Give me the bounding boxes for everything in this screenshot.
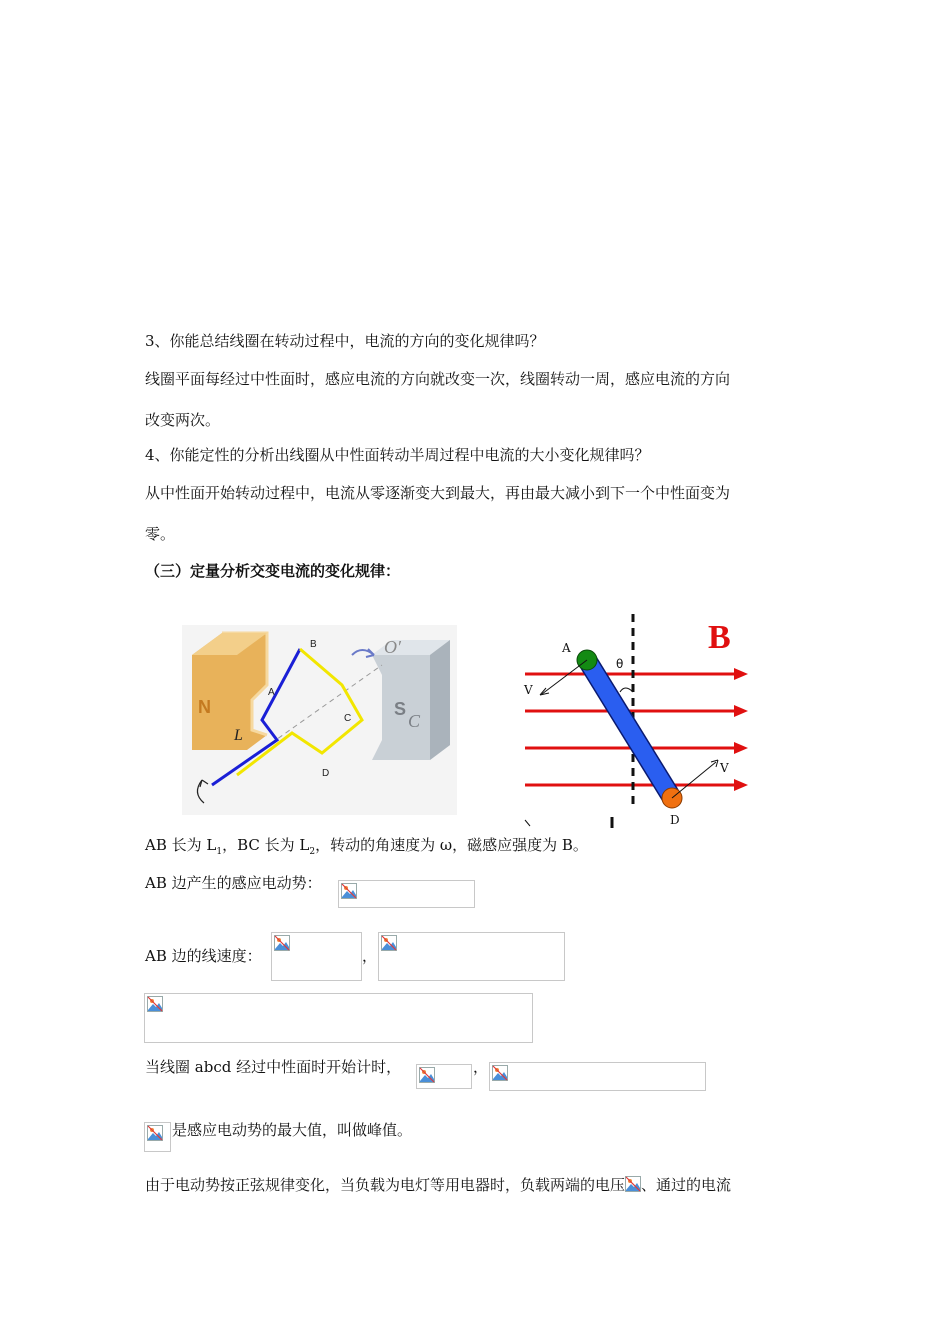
broken-image-icon — [147, 996, 163, 1012]
q4-question: 4、你能定性的分析出线圈从中性面转动半周过程中电流的大小变化规律吗？ — [145, 446, 650, 464]
para-lengths-c: ，转动的角速度为 ω，磁感应强度为 B。 — [315, 836, 588, 854]
para-lengths-b: ，BC 长为 L — [222, 836, 310, 854]
sub-1: 1 — [216, 847, 223, 857]
s-label: S — [394, 699, 407, 719]
theta-label: θ — [616, 657, 624, 671]
end-a-label: A — [562, 641, 571, 655]
o-prime-label: O′ — [384, 637, 401, 657]
coil-rotation-figure — [182, 625, 457, 815]
velocity-comma: ， — [362, 947, 378, 965]
timing-comma: ， — [473, 1058, 489, 1076]
formula-image-timing-2 — [489, 1062, 706, 1091]
broken-image-icon — [492, 1065, 508, 1081]
formula-image-total-emf — [144, 993, 533, 1043]
para-timing: 当线圈 abcd 经过中性面时开始计时， — [145, 1058, 402, 1076]
end-d-label: D — [670, 813, 680, 827]
para-lengths-a: AB 长为 L — [145, 836, 217, 854]
broken-image-icon — [625, 1176, 641, 1192]
v2-label: V — [720, 761, 729, 775]
q4-answer-line2: 零。 — [145, 525, 176, 543]
point-a-label: A — [268, 687, 275, 698]
q4-answer-line1: 从中性面开始转动过程中，电流从零逐渐变大到最大，再由最大减小到下一个中性面变为 — [145, 484, 731, 502]
q3-answer-line2: 改变两次。 — [145, 411, 221, 429]
formula-image-emf — [338, 880, 475, 908]
para-sine — [145, 1175, 731, 1195]
broken-image-icon — [381, 935, 397, 951]
rod-field-figure — [520, 612, 760, 830]
point-c-label: C — [344, 713, 352, 724]
q3-answer-line1: 线圈平面每经过中性面时，感应电流的方向就改变一次，线圈转动一周，感应电流的方向 — [145, 370, 731, 388]
formula-image-velocity-1 — [271, 932, 362, 981]
v1-label: V — [524, 683, 533, 697]
point-d-label: D — [322, 768, 330, 779]
broken-image-icon — [341, 883, 357, 899]
n-label: N — [198, 697, 211, 717]
field-b-label: B — [708, 619, 731, 656]
point-b-label: B — [310, 639, 317, 650]
para-velocity: AB 边的线速度： — [145, 947, 262, 965]
para-sine-a: 由于电动势按正弦规律变化，当负载为电灯等用电器时，负载两端的电压 — [145, 1176, 626, 1194]
broken-image-icon — [274, 935, 290, 951]
para-lengths — [145, 835, 588, 862]
l-label: L — [234, 727, 243, 744]
section-title: （三）定量分析交变电流的变化规律： — [145, 562, 401, 580]
broken-image-icon — [147, 1125, 163, 1141]
broken-image-icon — [419, 1067, 435, 1083]
formula-image-peak — [144, 1122, 171, 1152]
q3-question: 3、你能总结线圈在转动过程中，电流的方向的变化规律吗？ — [145, 332, 545, 350]
formula-image-velocity-2 — [378, 932, 565, 981]
theta-arc — [620, 688, 633, 692]
formula-image-timing-1 — [416, 1064, 472, 1089]
sub-2: 2 — [309, 847, 316, 857]
c-big-label: C — [408, 711, 421, 731]
para-emf: AB 边产生的感应电动势： — [145, 874, 322, 892]
para-peak: 是感应电动势的最大值，叫做峰值。 — [172, 1121, 413, 1139]
para-sine-b: 、通过的电流 — [641, 1176, 732, 1194]
